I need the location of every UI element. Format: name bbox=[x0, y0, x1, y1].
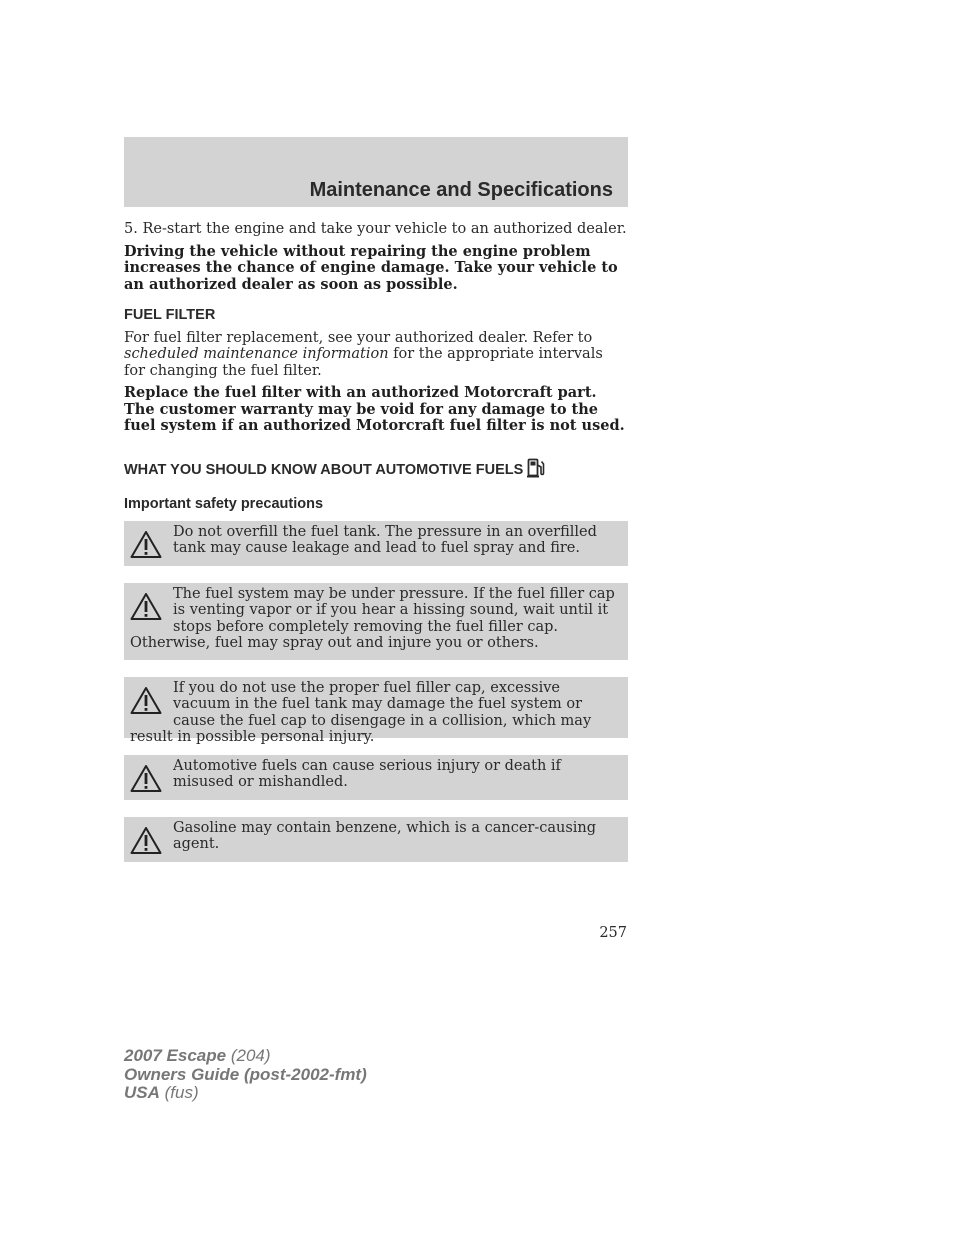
safety-precautions-heading: Important safety precautions bbox=[124, 496, 324, 512]
footer-model-line bbox=[124, 1047, 367, 1066]
document-footer bbox=[124, 1047, 367, 1103]
warning-text-overfill: Do not overfill the fuel tank. The pressure in an overfilled tank may cause leakage and lead to fuel spray and fire. bbox=[173, 523, 597, 556]
footer-market: USA bbox=[124, 1083, 160, 1102]
footer-model: 2007 Escape bbox=[124, 1046, 227, 1065]
footer-market-line bbox=[124, 1084, 367, 1103]
automotive-fuels-heading bbox=[124, 458, 628, 483]
warning-text-fuel-misuse: Automotive fuels can cause serious injury or death if misused or mishandled. bbox=[173, 757, 561, 790]
footer-guide: Owners Guide (post-2002-fmt) bbox=[124, 1064, 367, 1084]
warning-box-filler-cap bbox=[124, 677, 628, 745]
warning-triangle-icon bbox=[130, 686, 162, 716]
automotive-fuels-heading-text: WHAT YOU SHOULD KNOW ABOUT AUTOMOTIVE FUELS bbox=[124, 461, 524, 478]
warning-triangle-icon bbox=[130, 530, 162, 560]
scheduled-maintenance-reference: scheduled maintenance information bbox=[124, 346, 389, 362]
fuel-filter-heading: FUEL FILTER bbox=[124, 307, 216, 323]
warning-text-benzene: Gasoline may contain benzene, which is a cancer-causing agent. bbox=[173, 819, 597, 852]
warning-box-overfill bbox=[124, 521, 628, 566]
section-title: Maintenance and Specifications bbox=[309, 179, 613, 201]
engine-damage-note: Driving the vehicle without repairing the engine problem increases the chance of engine damage. Take your vehicle to an authorized dealer as soon as possible. bbox=[124, 242, 618, 293]
warning-box-pressure bbox=[124, 583, 628, 660]
warning-triangle-icon bbox=[130, 764, 162, 794]
fuel-filter-text-start: For fuel filter replacement, see your authorized dealer. Refer to bbox=[124, 329, 593, 346]
warning-triangle-icon bbox=[130, 826, 162, 856]
fuel-filter-text-end: for the appropriate intervals for changing the fuel filter. bbox=[124, 346, 603, 379]
warning-triangle-icon bbox=[130, 592, 162, 622]
fuel-filter-text bbox=[124, 330, 628, 380]
warning-box-benzene bbox=[124, 817, 628, 862]
section-header-band bbox=[124, 137, 628, 207]
footer-model-code: (204) bbox=[230, 1046, 271, 1065]
footer-market-code: (fus) bbox=[164, 1083, 199, 1102]
page-content bbox=[124, 221, 628, 879]
motorcraft-filter-note: Replace the fuel filter with an authorized Motorcraft part. The customer warranty may be void for any damage to the fuel system if an authorized Motorcraft fuel filter is not used. bbox=[124, 384, 625, 434]
warning-box-fuel-misuse bbox=[124, 755, 628, 800]
warning-text-filler-cap: If you do not use the proper fuel filler cap, excessive vacuum in the fuel tank may damage the fuel system or cause the fuel cap to disengage in a collision, which may result in possible personal injury. bbox=[130, 679, 592, 745]
warning-text-pressure: The fuel system may be under pressure. If the fuel filler cap is venting vapor or if you hear a hissing sound, wait until it stops before completely removing the fuel filler cap. Otherwise, fuel may spray out and injure you or others. bbox=[130, 585, 615, 651]
step-5-text: 5. Re-start the engine and take your vehicle to an authorized dealer. bbox=[124, 221, 627, 237]
page-number: 257 bbox=[599, 925, 627, 941]
fuel-pump-icon bbox=[527, 458, 545, 483]
footer-guide-line bbox=[124, 1066, 367, 1085]
